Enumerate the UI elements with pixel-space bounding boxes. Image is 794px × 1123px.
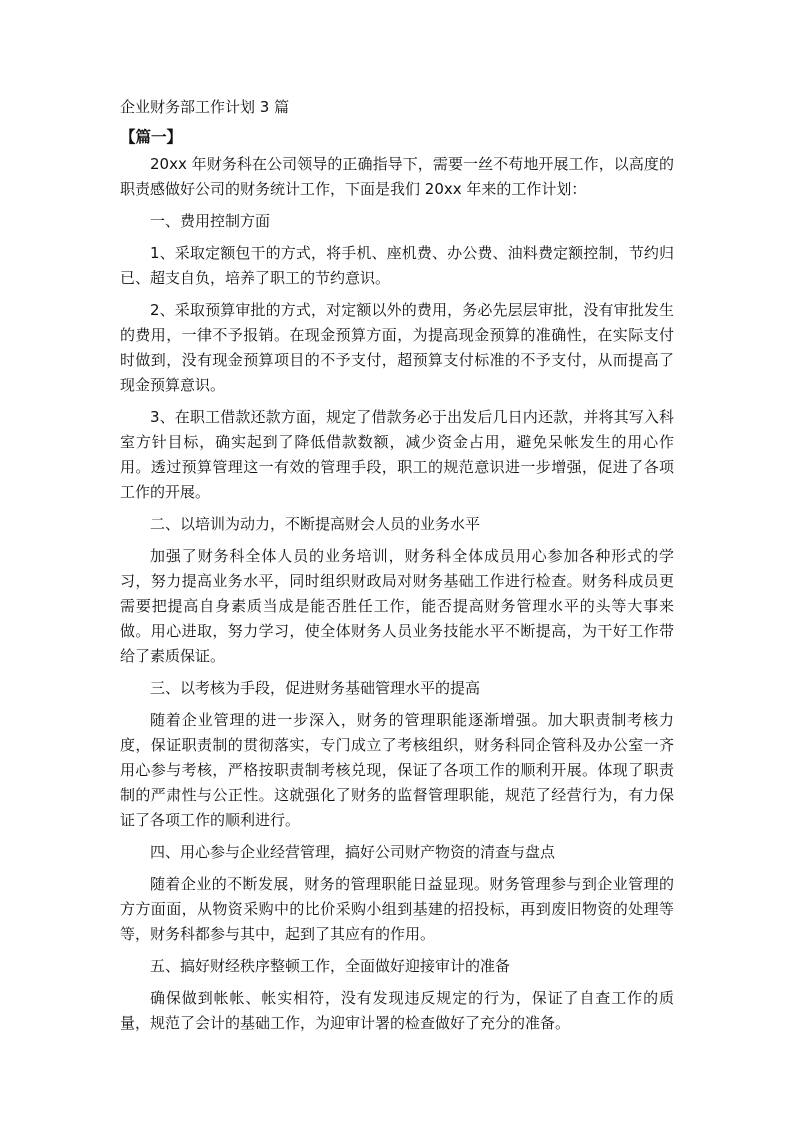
section-label: 【篇一】 bbox=[120, 128, 183, 146]
document-page bbox=[120, 96, 674, 1043]
paragraph-training: 加强了财务科全体人员的业务培训，财务科全体成员用心参加各种形式的学习，努力提高业务水平，同时组织财政局对财务基础工作进行检查。财务科成员更需要把提高自身素质当成是能否胜任工作，能否提高财务管理水平的头等大事来做。用心进取，努力学习，使全体财务人员业务技能水平不断提高，为干好工作带给了素质保证。 bbox=[120, 547, 674, 665]
section-heading-1: 一、费用控制方面 bbox=[150, 212, 271, 230]
section-heading-5: 五、搞好财经秩序整顿工作，全面做好迎接审计的准备 bbox=[150, 957, 511, 975]
paragraph-management: 随着企业的不断发展，财务的管理职能日益显现。财务管理参与到企业管理的方方面面，从物资采购中的比价采购小组到基建的招投标，再到废旧物资的处理等等，财务科都参与其中，起到了其应有的作用。 bbox=[120, 875, 674, 943]
section-heading-2: 二、以培训为动力，不断提高财会人员的业务水平 bbox=[150, 515, 481, 533]
document-title: 企业财务部工作计划 3 篇 bbox=[120, 98, 290, 116]
paragraph-audit: 确保做到帐帐、帐实相符，没有发现违反规定的行为，保证了自查工作的质量，规范了会计的基础工作，为迎审计署的检查做好了充分的准备。 bbox=[120, 989, 674, 1032]
paragraph-item-2: 2、采取预算审批的方式，对定额以外的费用，务必先层层审批，没有审批发生的费用，一律不予报销。在现金预算方面，为提高现金预算的准确性，在实际支付时做到，没有现金预算项目的不予支付，超预算支付标准的不予支付，从而提高了现金预算意识。 bbox=[120, 301, 674, 394]
section-heading-3: 三、以考核为手段，促进财务基础管理水平的提高 bbox=[150, 679, 481, 697]
intro-paragraph: 20xx 年财务科在公司领导的正确指导下，需要一丝不苟地开展工作，以高度的职责感做好公司的财务统计工作，下面是我们 20xx 年来的工作计划： bbox=[120, 155, 674, 198]
section-heading-4: 四、用心参与企业经营管理，搞好公司财产物资的清查与盘点 bbox=[150, 843, 556, 861]
paragraph-item-1: 1、采取定额包干的方式，将手机、座机费、办公费、油料费定额控制，节约归已、超支自负，培养了职工的节约意识。 bbox=[120, 244, 674, 287]
paragraph-item-3: 3、在职工借款还款方面，规定了借款务必于出发后几日内还款，并将其写入科室方针目标，确实起到了降低借款数额，减少资金占用，避免呆帐发生的用心作用。透过预算管理这一有效的管理手段，职工的规范意识进一步增强，促进了各项工作的开展。 bbox=[120, 408, 674, 501]
paragraph-assessment: 随着企业管理的进一步深入，财务的管理职能逐渐增强。加大职责制考核力度，保证职责制的贯彻落实，专门成立了考核组织，财务科同企管科及办公室一齐用心参与考核，严格按职责制考核兑现，保证了各项工作的顺利开展。体现了职责制的严肃性与公正性。这就强化了财务的监督管理职能，规范了经营行为，有力保证了各项工作的顺利进行。 bbox=[120, 711, 674, 829]
